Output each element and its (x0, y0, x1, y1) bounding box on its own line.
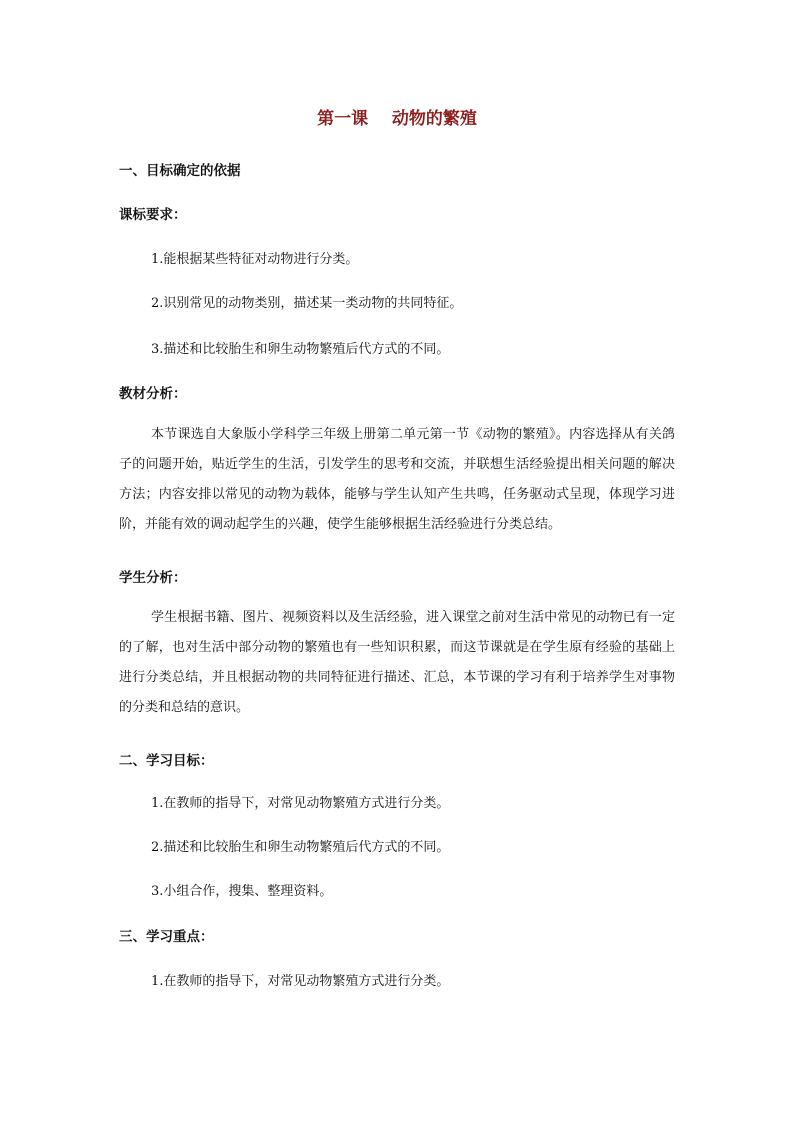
subheading-curriculum: 课标要求： (119, 207, 187, 223)
curriculum-item-3: 3.描述和比较胎生和卵生动物繁殖后代方式的不同。 (151, 342, 450, 357)
objective-item-2: 2.描述和比较胎生和卵生动物繁殖后代方式的不同。 (151, 840, 450, 855)
subheading-student: 学生分析： (119, 570, 187, 586)
curriculum-item-2: 2.识别常见的动物类别，描述某一类动物的共同特征。 (151, 296, 463, 311)
document-title: 第一课 动物的繁殖 (317, 109, 477, 129)
section-heading-basis: 一、目标确定的依据 (119, 163, 241, 179)
objective-item-3: 3.小组合作，搜集、整理资料。 (151, 884, 333, 899)
student-analysis-paragraph: 学生根据书籍、图片、视频资料以及生活经验，进入课堂之前对生活中常见的动物已有一定的了解，也对生活中部分动物的繁殖也有一些知识积累，而这节课就是在学生原有经验的基础上进行分类总结，并且根据动物的共同特征进行描述、汇总，本节课的学习有利于培养学生对事物的分类和总结的意识。 (119, 610, 675, 715)
subheading-textbook: 教材分析： (119, 386, 187, 402)
section-heading-keypoints: 三、学习重点： (119, 929, 214, 945)
keypoint-item-1: 1.在教师的指导下，对常见动物繁殖方式进行分类。 (151, 974, 450, 989)
textbook-analysis-paragraph: 本节课选自大象版小学科学三年级上册第二单元第一节《动物的繁殖》。内容选择从有关鸽子的问题开始，贴近学生的生活，引发学生的思考和交流，并联想生活经验提出相关问题的解决方法；内容安排以常见的动物为载体，能够与学生认知产生共鸣，任务驱动式呈现，体现学习进阶，并能有效的调动起学生的兴趣，使学生能够根据生活经验进行分类总结。 (119, 427, 675, 532)
objective-item-1: 1.在教师的指导下，对常见动物繁殖方式进行分类。 (151, 796, 450, 811)
section-heading-objectives: 二、学习目标： (119, 753, 214, 769)
curriculum-item-1: 1.能根据某些特征对动物进行分类。 (151, 252, 359, 267)
